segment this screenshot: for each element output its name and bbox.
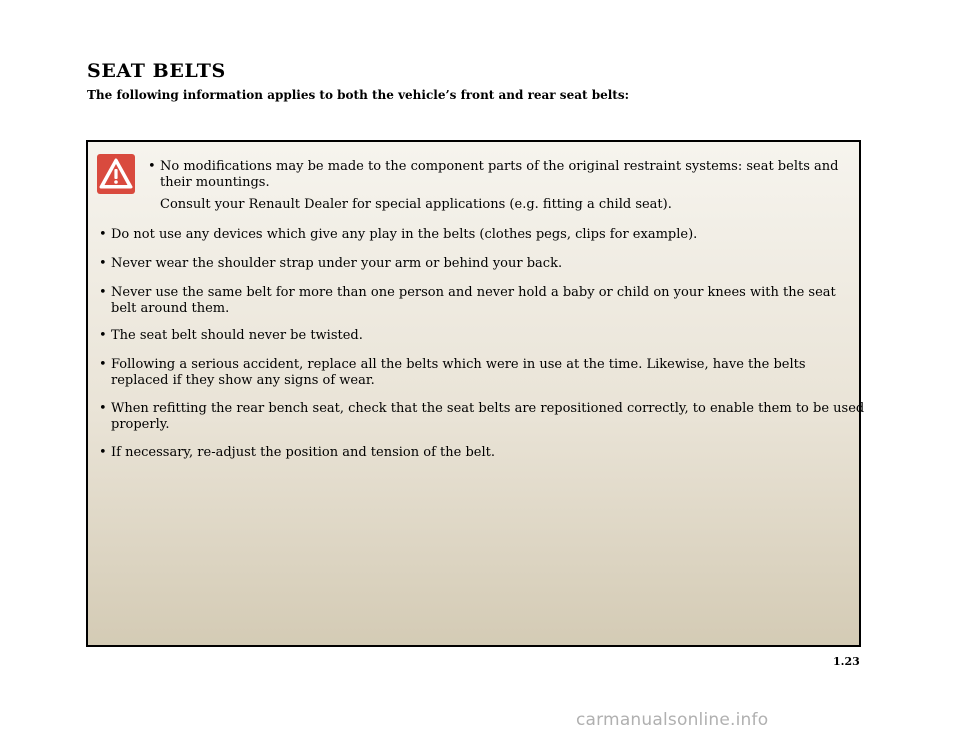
list-item: • Never wear the shoulder strap under your arm or behind your back. xyxy=(99,256,563,271)
list-item: • No modifications may be made to the component parts of the original restraint systems: seat belts and their mountings. xyxy=(148,159,839,190)
page-title: SEAT BELTS xyxy=(87,60,226,82)
list-item: • Never use the same belt for more than one person and never hold a baby or child on your knees with the seat belt around them. xyxy=(99,285,836,316)
list-item: • Following a serious accident, replace all the belts which were in use at the time. Likewise, have the belts replaced if they show any signs of wear. xyxy=(99,357,806,388)
warning-triangle-icon xyxy=(97,154,135,194)
warning-box xyxy=(86,140,865,647)
watermark: carmanualsonline.info xyxy=(576,710,769,730)
list-item: • When refitting the rear bench seat, check that the seat belts are repositioned correctly, to enable them to be used properly. xyxy=(99,401,865,432)
page-subtitle: The following information applies to both the vehicle’s front and rear seat belts: xyxy=(87,88,630,102)
dealer-note: Consult your Renault Dealer for special applications (e.g. fitting a child seat). xyxy=(160,197,672,212)
list-item: • Do not use any devices which give any play in the belts (clothes pegs, clips for example). xyxy=(99,227,698,242)
page-number: 1.23 xyxy=(833,655,860,668)
list-item: • If necessary, re-adjust the position and tension of the belt. xyxy=(99,445,495,460)
list-item: • The seat belt should never be twisted. xyxy=(99,328,363,343)
